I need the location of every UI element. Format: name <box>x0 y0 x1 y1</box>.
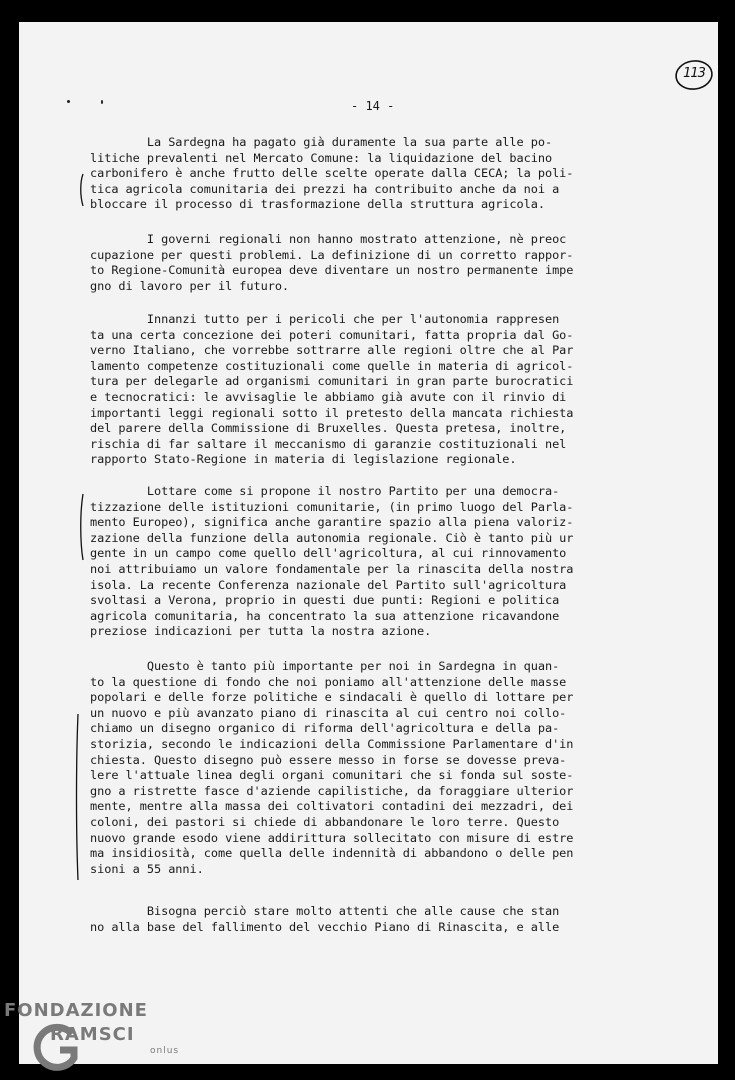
text-line: carbonifero è anche frutto delle scelte operate dalla CECA; la poli- <box>90 166 574 181</box>
text-line: preziose indicazioni per tutta la nostra azione. <box>90 624 432 639</box>
text-line: storizia, secondo le indicazioni della Commissione Parlamentare d'in <box>90 737 574 751</box>
watermark-sub: onlus <box>150 1046 180 1056</box>
text-line: La Sardegna ha pagato già duramente la sua parte alle po- <box>90 135 553 149</box>
text-line: lamento competenze costituzionali come quelle in materia di agricol- <box>90 358 574 373</box>
text-line: cupazione per questi problemi. La definizione di un corretto rappor- <box>90 247 574 262</box>
archive-stamp <box>674 59 714 91</box>
text-line: svoltasi a Verona, proprio in questi due punti: Regioni e politica <box>90 593 560 608</box>
text-line: lere l'attuale linea degli organi comunitari che si fonda sul soste- <box>90 768 574 783</box>
text-line: chiesta. Questo disegno può essere messo in forse se dovesse preva- <box>90 752 567 767</box>
text-line: nuovo grande esodo viene addirittura sollecitato con misure di estre <box>90 830 574 845</box>
text-line: gno di lavoro per il futuro. <box>90 278 290 293</box>
text-line: tizzazione delle istituzioni comunitarie, (in primo luogo del Parla- <box>90 499 574 514</box>
text-line: bloccare il processo di trasformazione della struttura agricola. <box>90 197 545 212</box>
stamp-number: 113 <box>683 66 705 81</box>
text-line: chiamo un disegno organico di riforma dell'agricoltura e della pa- <box>90 721 560 736</box>
text-line: rischia di far saltare il meccanismo di garanzie costituzionali nel <box>90 436 567 451</box>
document-page <box>19 22 718 1064</box>
text-line: gente in un campo come quello dell'agricoltura, al cui rinnovamento <box>90 546 567 561</box>
text-line: importanti leggi regionali sotto il pretesto della mancata richiesta <box>90 405 574 420</box>
text-line: isola. La recente Conferenza nazionale del Partito sull'agricoltura <box>90 577 567 592</box>
text-line: ta una certa concezione dei poteri comunitari, fatta propria dal Go- <box>90 327 574 342</box>
margin-bracket-mark <box>73 712 83 882</box>
text-line: sioni a 55 anni. <box>90 861 204 876</box>
text-line: Innanzi tutto per i pericoli che per l'autonomia rappresen <box>90 312 560 326</box>
text-line: agricola comunitaria, ha concentrato la sua attenzione ricavandone <box>90 608 560 623</box>
text-line: mento Europeo), significa anche garantire spazio alla piena valoriz- <box>90 515 574 530</box>
text-line: un nuovo e più avanzato piano di rinascita al cui centro noi collo- <box>90 705 567 720</box>
text-line: ma insidiosità, come quella delle indennità di abbandono o delle pen <box>90 846 574 861</box>
text-line: popolari e delle forze politiche e sindacali è quello di lottare per <box>90 690 574 705</box>
watermark-line1: FONDAZIONE <box>4 1000 148 1021</box>
text-line: gno a ristrette fasce d'aziende capilistiche, da foraggiare ulterior <box>90 783 574 798</box>
text-line: no alla base del fallimento del vecchio Piano di Rinascita, e alle <box>90 919 560 934</box>
text-line: I governi regionali non hanno mostrato attenzione, nè preoc <box>90 232 567 246</box>
ink-speck <box>67 100 70 103</box>
margin-bracket-mark <box>77 172 87 208</box>
text-line: to la questione di fondo che noi poniamo all'attenzione delle masse <box>90 674 567 689</box>
text-line: tura per delegarle ad organismi comunitari in gran parte burocratici <box>90 374 574 389</box>
text-line: mente, mentre alla massa dei coltivatori contadini dei mezzadri, dei <box>90 799 574 814</box>
text-line: noi attribuiamo un valore fondamentale per la rinascita della nostra <box>90 562 574 576</box>
text-line: litiche prevalenti nel Mercato Comune: la liquidazione del bacino <box>90 150 553 165</box>
text-line: tica agricola comunitaria dei prezzi ha contribuito anche da noi a <box>90 181 560 196</box>
text-line: to Regione-Comunità europea deve diventare un nostro permanente impe <box>90 263 574 278</box>
text-line: coloni, dei pastori si chiede di abbandonare le loro terre. Questo <box>90 815 560 829</box>
text-line: Questo è tanto più importante per noi in Sardegna in quan- <box>90 659 560 673</box>
watermark-line2: RAMSCI <box>50 1024 135 1045</box>
fondazione-gramsci-watermark <box>4 1000 179 1080</box>
text-line: del parere della Commissione di Bruxelles. Questa pretesa, inoltre, <box>90 421 567 436</box>
text-line: Lottare come si propone il nostro Partito per una democra- <box>90 484 560 498</box>
text-line: e tecnocratici: le avvisaglie le abbiamo già avute con il rinvio di <box>90 390 567 404</box>
text-line: zazione della funzione della autonomia regionale. Ciò è tanto più ur <box>90 530 574 545</box>
ink-speck <box>101 100 103 104</box>
text-line: verno Italiano, che vorrebbe sottrarre alle regioni oltre che al Par <box>90 343 574 358</box>
text-line: rapporto Stato-Regione in materia di legislazione regionale. <box>90 452 517 467</box>
text-line: Bisogna perciò stare molto attenti che alle cause che stan <box>90 904 560 918</box>
page-number: - 14 - <box>351 99 395 113</box>
margin-bracket-mark <box>77 492 87 562</box>
